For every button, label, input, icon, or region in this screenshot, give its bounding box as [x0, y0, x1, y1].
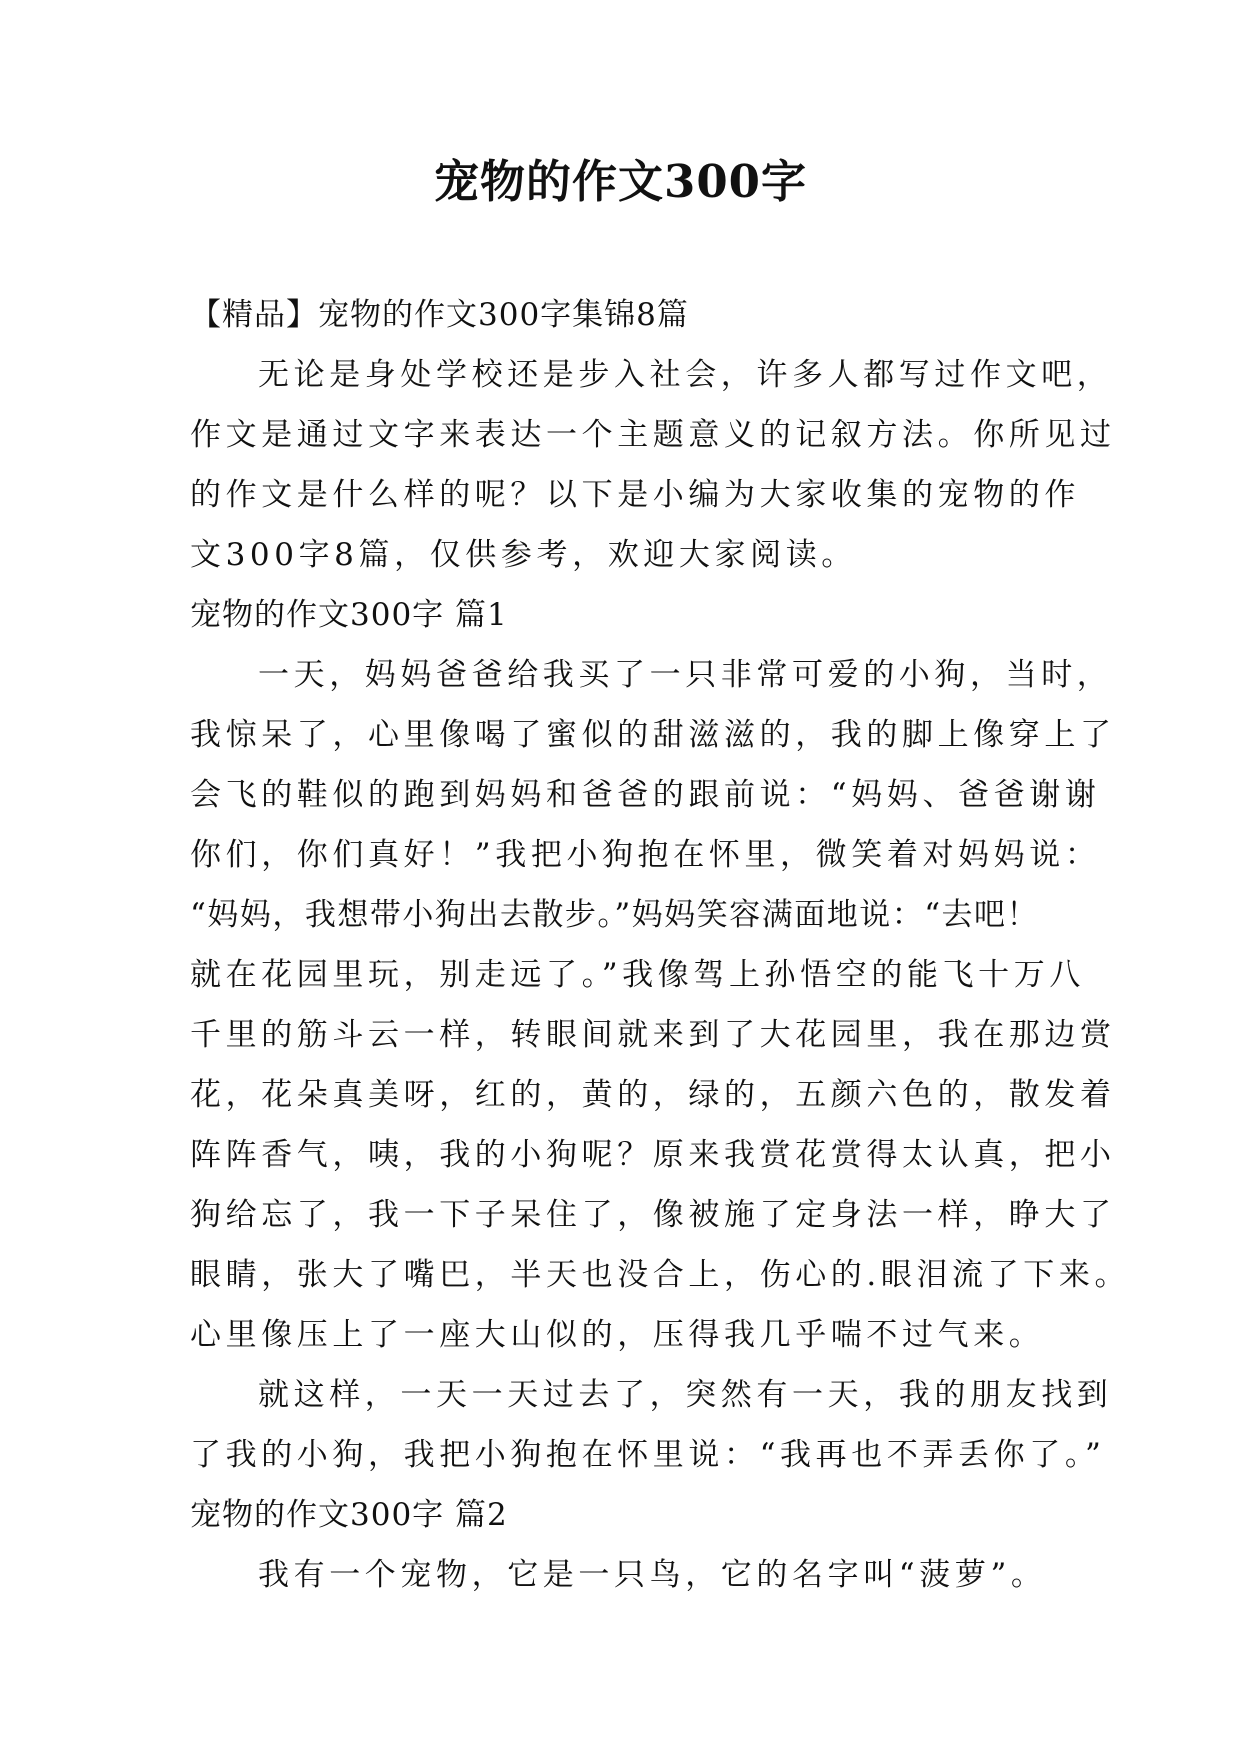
section-heading-1: 宠物的作文300字 篇1 — [190, 597, 508, 633]
collection-heading: 【精品】宠物的作文300字集锦8篇 — [190, 297, 689, 333]
intro-paragraph-line: 作文是通过文字来表达一个主题意义的记叙方法。你所见过 — [190, 417, 1116, 453]
intro-paragraph-line: 无论是身处学校还是步入社会，许多人都写过作文吧， — [258, 357, 1113, 393]
essay-1-line: 一天，妈妈爸爸给我买了一只非常可爱的小狗，当时， — [258, 657, 1113, 693]
essay-1-line: 就这样，一天一天过去了，突然有一天，我的朋友找到 — [258, 1377, 1113, 1413]
essay-1-line: 我惊呆了，心里像喝了蜜似的甜滋滋的，我的脚上像穿上了 — [190, 717, 1116, 753]
essay-1-line: “妈妈，我想带小狗出去散步。”妈妈笑容满面地说：“去吧！ — [190, 897, 1040, 933]
essay-1-line: 眼睛，张大了嘴巴，半天也没合上，伤心的.眼泪流了下来。 — [190, 1257, 1131, 1293]
intro-paragraph-line: 文300字8篇，仅供参考，欢迎大家阅读。 — [190, 537, 857, 573]
intro-paragraph-line: 的作文是什么样的呢？以下是小编为大家收集的宠物的作 — [190, 477, 1080, 513]
essay-1-line: 阵阵香气，咦，我的小狗呢？原来我赏花赏得太认真，把小 — [190, 1137, 1116, 1173]
essay-1-line: 心里像压上了一座大山似的，压得我几乎喘不过气来。 — [190, 1317, 1045, 1353]
document-body — [190, 285, 1131, 1605]
essay-1-line: 了我的小狗，我把小狗抱在怀里说：“我再也不弄丢你了。” — [190, 1437, 1106, 1473]
essay-1-line: 就在花园里玩，别走远了。”我像驾上孙悟空的能飞十万八 — [190, 957, 1085, 993]
essay-1-line: 千里的筋斗云一样，转眼间就来到了大花园里，我在那边赏 — [190, 1017, 1116, 1053]
document-title: 宠物的作文300字 — [434, 155, 807, 208]
section-heading-2: 宠物的作文300字 篇2 — [190, 1497, 508, 1533]
essay-1-line: 会飞的鞋似的跑到妈妈和爸爸的跟前说：“妈妈、爸爸谢谢 — [190, 777, 1101, 813]
essay-1-line: 花，花朵真美呀，红的，黄的，绿的，五颜六色的，散发着 — [190, 1077, 1116, 1113]
essay-1-line: 狗给忘了，我一下子呆住了，像被施了定身法一样，睁大了 — [190, 1197, 1116, 1233]
essay-1-line: 你们，你们真好！”我把小狗抱在怀里，微笑着对妈妈说： — [190, 837, 1101, 873]
essay-2-line: 我有一个宠物，它是一只鸟，它的名字叫“菠萝”。 — [258, 1557, 1047, 1593]
